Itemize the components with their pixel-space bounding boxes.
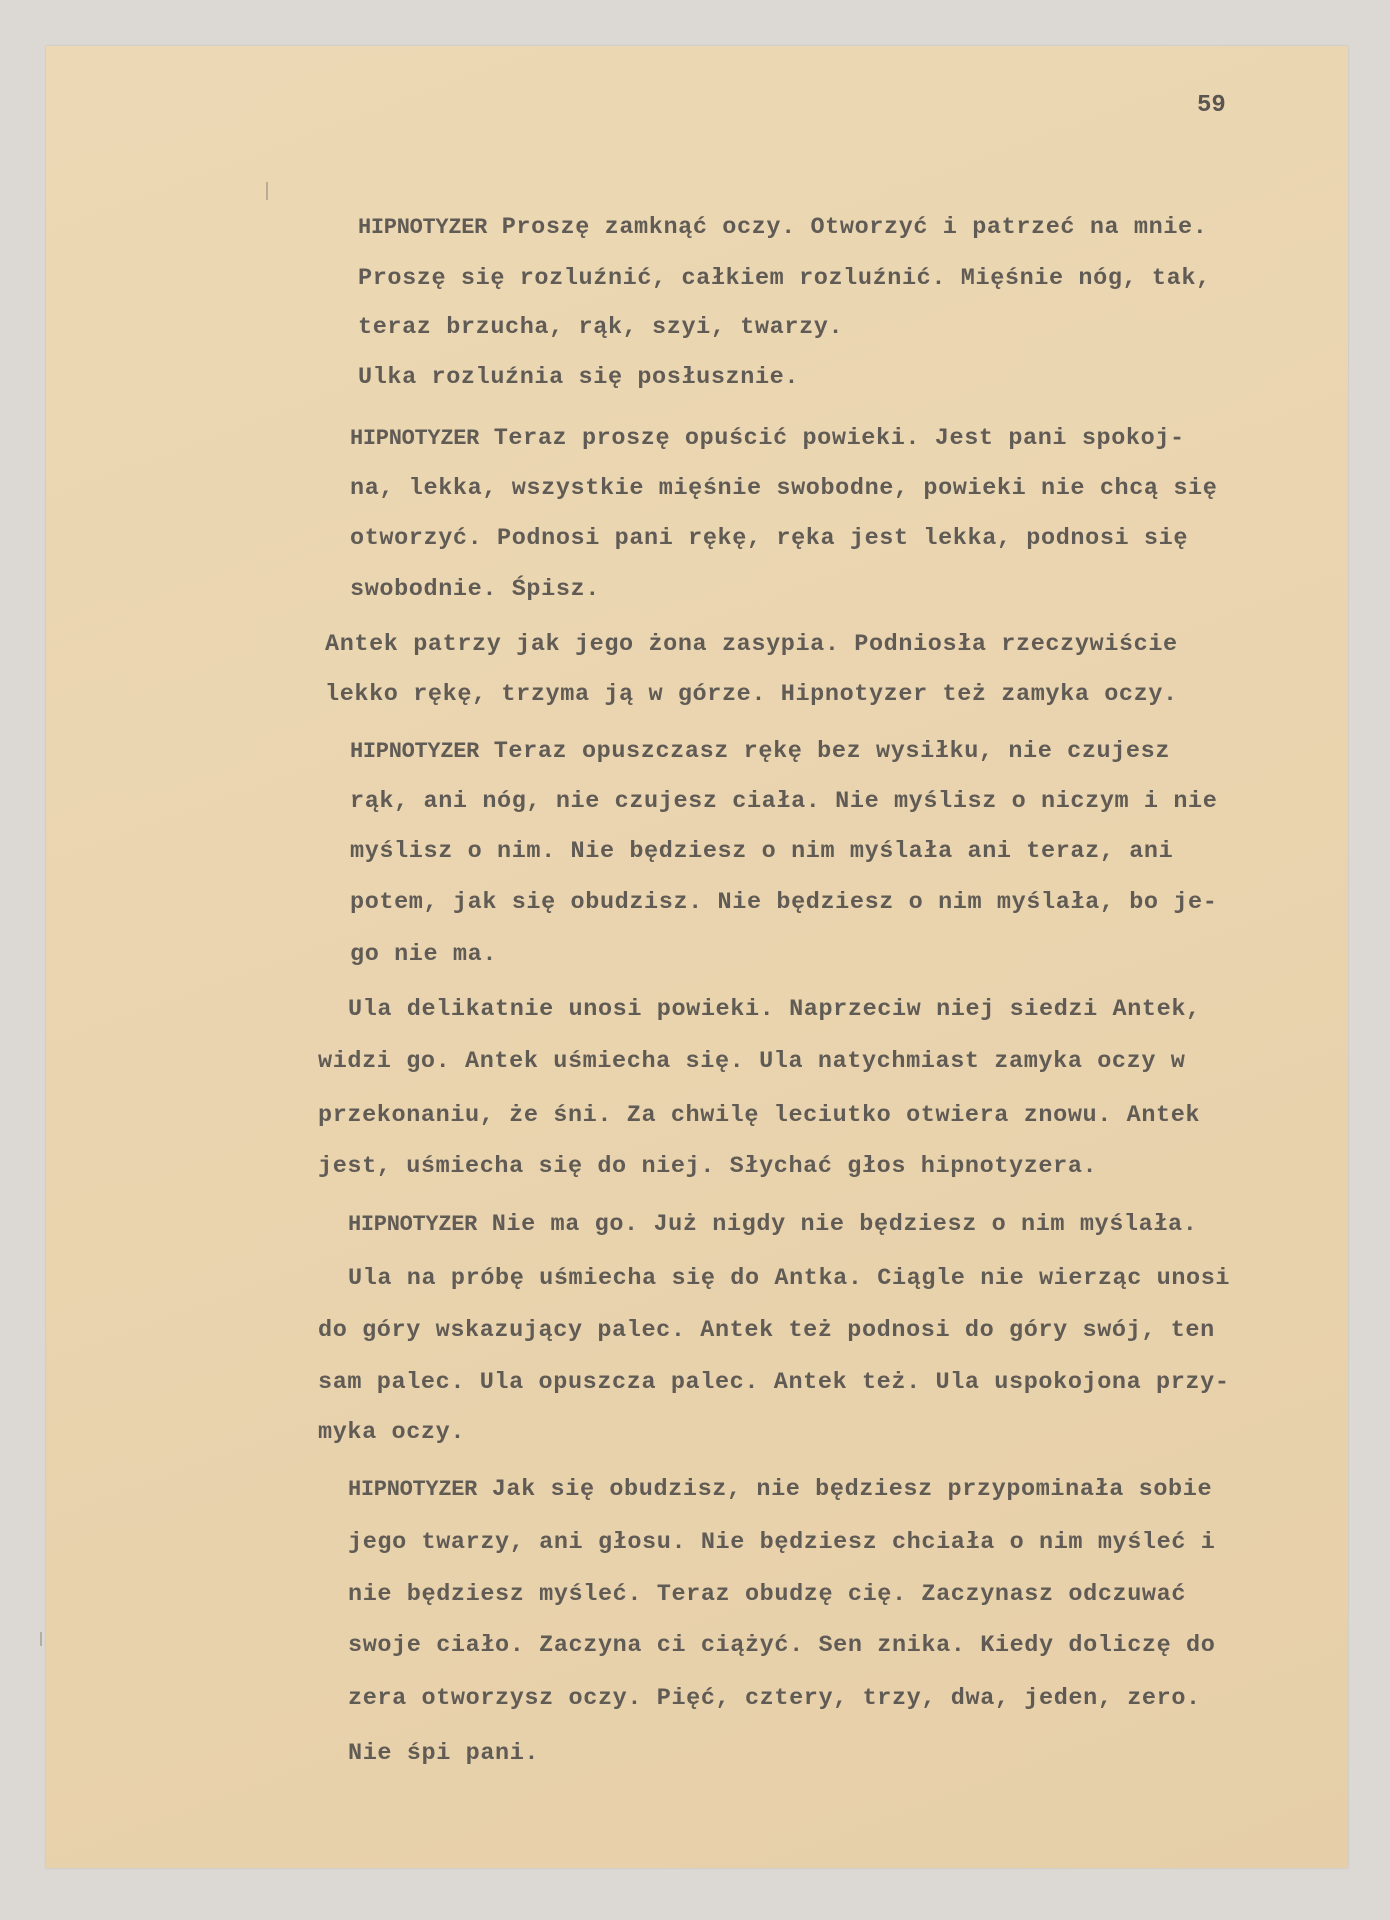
text-line bbox=[348, 1685, 1201, 1712]
text-line bbox=[350, 889, 1217, 916]
speaker-name: HIPNOTYZER bbox=[358, 215, 488, 240]
text-line bbox=[318, 1153, 1097, 1180]
line-text: jego twarzy, ani głosu. Nie będziesz chciała o nim myśleć i bbox=[348, 1529, 1216, 1556]
line-text: potem, jak się obudzisz. Nie będziesz o nim myślała, bo je- bbox=[350, 889, 1218, 916]
text-line bbox=[325, 631, 1178, 658]
line-text: sam palec. Ula opuszcza palec. Antek też. Ula uspokojona przy- bbox=[318, 1369, 1230, 1396]
line-text: Nie ma go. Już nigdy nie będziesz o nim myślała. bbox=[477, 1211, 1198, 1238]
text-line bbox=[348, 996, 1201, 1023]
text-line bbox=[358, 265, 1211, 292]
line-text: przekonaniu, że śni. Za chwilę leciutko otwiera znowu. Antek bbox=[318, 1102, 1201, 1129]
text-line bbox=[350, 941, 497, 968]
text-line bbox=[348, 1265, 1230, 1292]
line-text: Teraz opuszczasz rękę bez wysiłku, nie czujesz bbox=[479, 738, 1171, 765]
line-text: rąk, ani nóg, nie czujesz ciała. Nie myślisz o niczym i nie bbox=[350, 788, 1218, 815]
text-line bbox=[318, 1102, 1200, 1129]
dialogue-line bbox=[348, 1476, 1212, 1503]
line-text: Proszę zamknąć oczy. Otworzyć i patrzeć na mnie. bbox=[487, 214, 1208, 241]
dialogue-line bbox=[348, 1211, 1197, 1238]
text-line bbox=[350, 576, 600, 603]
text-line bbox=[348, 1581, 1186, 1608]
line-text: myślisz o nim. Nie będziesz o nim myślała ani teraz, ani bbox=[350, 838, 1174, 865]
text-line bbox=[318, 1048, 1185, 1075]
text-line bbox=[318, 1317, 1215, 1344]
text-line bbox=[348, 1529, 1215, 1556]
text-line bbox=[348, 1632, 1215, 1659]
text-line bbox=[318, 1369, 1230, 1396]
page-number: 59 bbox=[1197, 92, 1226, 119]
line-text: teraz brzucha, rąk, szyi, twarzy. bbox=[358, 314, 844, 341]
line-text: Ulka rozluźnia się posłusznie. bbox=[358, 364, 800, 391]
dialogue-line bbox=[350, 425, 1185, 452]
line-text: jest, uśmiecha się do niej. Słychać głos hipnotyzera. bbox=[318, 1153, 1098, 1180]
line-text: otworzyć. Podnosi pani rękę, ręka jest lekka, podnosi się bbox=[350, 525, 1189, 552]
line-text: swoje ciało. Zaczyna ci ciążyć. Sen znika. Kiedy doliczę do bbox=[348, 1632, 1216, 1659]
line-text: na, lekka, wszystkie mięśnie swobodne, powieki nie chcą się bbox=[350, 475, 1218, 502]
line-text: go nie ma. bbox=[350, 941, 498, 968]
dialogue-line bbox=[358, 214, 1207, 241]
line-text: Antek patrzy jak jego żona zasypia. Podniosła rzeczywiście bbox=[325, 631, 1178, 658]
line-text: lekko rękę, trzyma ją w górze. Hipnotyzer też zamyka oczy. bbox=[325, 681, 1178, 708]
line-text: Ula na próbę uśmiecha się do Antka. Ciągle nie wierząc unosi bbox=[348, 1265, 1231, 1292]
line-text: swobodnie. Śpisz. bbox=[350, 576, 600, 603]
margin-mark bbox=[266, 182, 268, 200]
line-text: myka oczy. bbox=[318, 1419, 466, 1446]
line-text: Jak się obudzisz, nie będziesz przypominała sobie bbox=[477, 1476, 1213, 1503]
text-line bbox=[358, 314, 843, 341]
margin-mark bbox=[40, 1632, 42, 1646]
text-line bbox=[350, 788, 1217, 815]
dialogue-line bbox=[350, 738, 1170, 765]
line-text: nie będziesz myśleć. Teraz obudzę cię. Zaczynasz odczuwać bbox=[348, 1581, 1187, 1608]
text-line bbox=[318, 1419, 465, 1446]
text-line bbox=[348, 1740, 539, 1767]
speaker-name: HIPNOTYZER bbox=[350, 739, 480, 764]
speaker-name: HIPNOTYZER bbox=[348, 1477, 478, 1502]
speaker-name: HIPNOTYZER bbox=[348, 1212, 478, 1237]
line-text: Ula delikatnie unosi powieki. Naprzeciw niej siedzi Antek, bbox=[348, 996, 1201, 1023]
line-text: Teraz proszę opuścić powieki. Jest pani spokoj- bbox=[479, 425, 1185, 452]
text-line bbox=[325, 681, 1178, 708]
text-line bbox=[350, 838, 1173, 865]
line-text: do góry wskazujący palec. Antek też podnosi do góry swój, ten bbox=[318, 1317, 1215, 1344]
speaker-name: HIPNOTYZER bbox=[350, 426, 480, 451]
text-line bbox=[358, 364, 799, 391]
line-text: Nie śpi pani. bbox=[348, 1740, 540, 1767]
line-text: zera otworzysz oczy. Pięć, cztery, trzy, dwa, jeden, zero. bbox=[348, 1685, 1201, 1712]
line-text: Proszę się rozluźnić, całkiem rozluźnić. Mięśnie nóg, tak, bbox=[358, 265, 1211, 292]
line-text: widzi go. Antek uśmiecha się. Ula natychmiast zamyka oczy w bbox=[318, 1048, 1186, 1075]
text-line bbox=[350, 475, 1217, 502]
text-line bbox=[350, 525, 1188, 552]
